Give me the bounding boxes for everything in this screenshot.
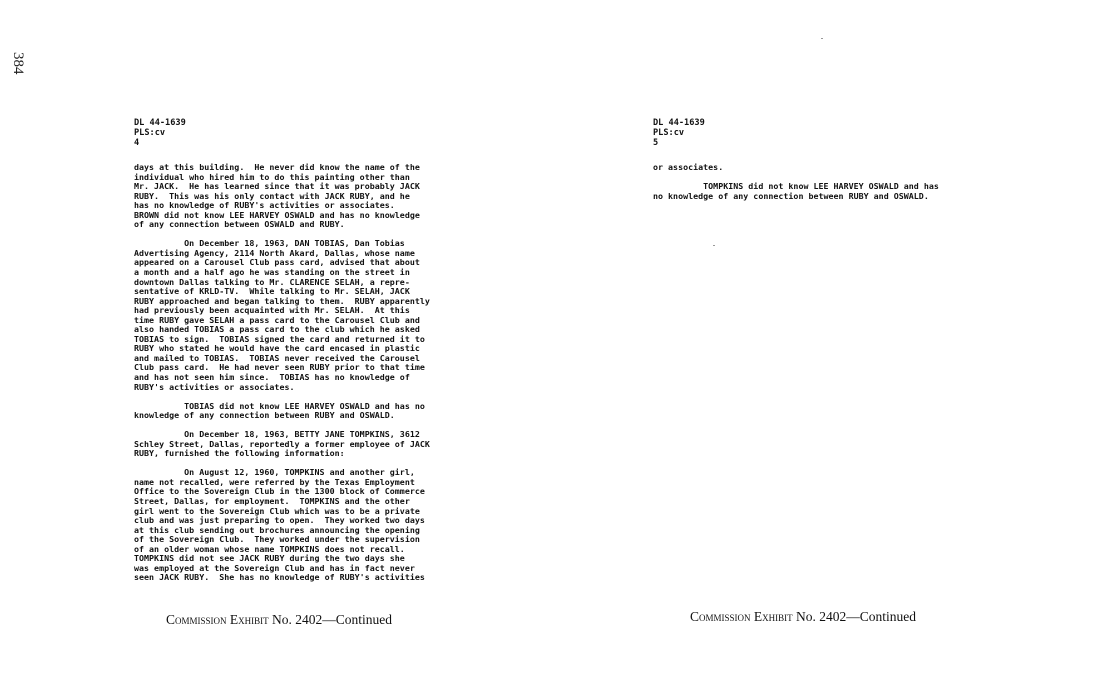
text-line: Club pass card. He had never seen RUBY prior to that time — [134, 362, 425, 373]
text-line: TOMPKINS did not see JACK RUBY during the two days she — [134, 553, 405, 564]
text-line: seen JACK RUBY. She has no knowledge of RUBY's activities — [134, 572, 425, 583]
paragraph — [134, 402, 479, 421]
right-page-body — [653, 163, 998, 211]
text-line: Advertising Agency, 2114 North Akard, Dallas, whose name — [134, 247, 415, 258]
paragraph — [134, 239, 479, 392]
left-page-body — [134, 163, 479, 592]
text-line: Street, Dallas, for employment. TOMPKINS and the other — [134, 495, 410, 506]
text-line: TOMPKINS did not know LEE HARVEY OSWALD and has — [653, 181, 939, 192]
text-line: TOBIAS did not know LEE HARVEY OSWALD and has no — [134, 400, 425, 411]
text-line: RUBY, furnished the following information: — [134, 448, 345, 459]
text-line: had previously been acquainted with Mr. SELAH. At this — [134, 305, 410, 316]
text-line: and mailed to TOBIAS. TOBIAS never received the Carousel — [134, 352, 420, 363]
sheet-number: 5 — [653, 138, 659, 148]
text-line: or associates. — [653, 162, 724, 172]
text-line: RUBY approached and began talking to them. RUBY apparently — [134, 295, 430, 306]
text-line: was employed at the Sovereign Club and has in fact never — [134, 562, 415, 573]
caption-prefix: Commission Exhibit — [690, 609, 793, 624]
caption-prefix: Commission Exhibit — [166, 612, 269, 627]
text-line: name not recalled, were referred by the Texas Employment — [134, 476, 415, 487]
paragraph — [134, 468, 479, 583]
paragraph — [134, 163, 479, 230]
text-line: Office to the Sovereign Club in the 1300 block of Commerce — [134, 486, 425, 497]
scan-speck — [713, 245, 715, 246]
text-line: of any connection between OSWALD and RUBY. — [134, 219, 345, 230]
right-page-header — [653, 118, 705, 148]
text-line: of an older woman whose name TOMPKINS does not recall. — [134, 543, 405, 554]
paragraph — [653, 163, 998, 173]
text-line: On December 18, 1963, DAN TOBIAS, Dan Tobias — [134, 238, 405, 249]
text-line: appeared on a Carousel Club pass card, advised that about — [134, 257, 420, 268]
text-line: TOBIAS to sign. TOBIAS signed the card and returned it to — [134, 333, 425, 344]
page-number: 384 — [10, 52, 26, 75]
text-line: at this club sending out brochures announcing the opening — [134, 524, 420, 535]
text-line: and has not seen him since. TOBIAS has no knowledge of — [134, 371, 410, 382]
left-page-header — [134, 118, 186, 148]
text-line: BROWN did not know LEE HARVEY OSWALD and has no knowledge — [134, 209, 420, 220]
file-number: DL 44-1639 — [134, 118, 186, 128]
initials: PLS:cv — [134, 128, 166, 138]
text-line: downtown Dallas talking to Mr. CLARENCE SELAH, a repre- — [134, 276, 410, 287]
caption-suffix: No. 2402—Continued — [796, 609, 917, 624]
text-line: On August 12, 1960, TOMPKINS and another girl, — [134, 467, 415, 478]
text-line: time RUBY gave SELAH a pass card to the Carousel Club and — [134, 314, 420, 325]
text-line: RUBY's activities or associates. — [134, 381, 295, 392]
paragraph — [653, 182, 998, 201]
caption-suffix: No. 2402—Continued — [272, 612, 393, 627]
text-line: RUBY who stated he would have the card encased in plastic — [134, 343, 420, 354]
text-line: Mr. JACK. He has learned since that it was probably JACK — [134, 181, 420, 192]
initials: PLS:cv — [653, 128, 685, 138]
text-line: of the Sovereign Club. They worked under the supervision — [134, 534, 420, 545]
right-page-caption — [690, 609, 916, 625]
left-page-caption — [166, 612, 392, 628]
text-line: also handed TOBIAS a pass card to the club which he asked — [134, 324, 420, 335]
text-line: days at this building. He never did know the name of the — [134, 162, 420, 172]
text-line: individual who hired him to do this painting other than — [134, 171, 410, 182]
scan-speck — [821, 38, 823, 39]
text-line: club and was just preparing to open. They worked two days — [134, 515, 425, 526]
text-line: Schley Street, Dallas, reportedly a former employee of JACK — [134, 438, 430, 449]
text-line: girl went to the Sovereign Club which was to be a private — [134, 505, 420, 516]
text-line: has no knowledge of RUBY's activities or associates. — [134, 200, 395, 211]
text-line: a month and a half ago he was standing on the street in — [134, 266, 410, 277]
text-line: knowledge of any connection between RUBY and OSWALD. — [134, 410, 395, 421]
text-line: On December 18, 1963, BETTY JANE TOMPKINS, 3612 — [134, 429, 420, 440]
paragraph — [134, 430, 479, 459]
text-line: RUBY. This was his only contact with JACK RUBY, and he — [134, 190, 410, 201]
text-line: sentative of KRLD-TV. While talking to Mr. SELAH, JACK — [134, 286, 410, 297]
sheet-number: 4 — [134, 138, 140, 148]
file-number: DL 44-1639 — [653, 118, 705, 128]
text-line: no knowledge of any connection between RUBY and OSWALD. — [653, 190, 929, 201]
